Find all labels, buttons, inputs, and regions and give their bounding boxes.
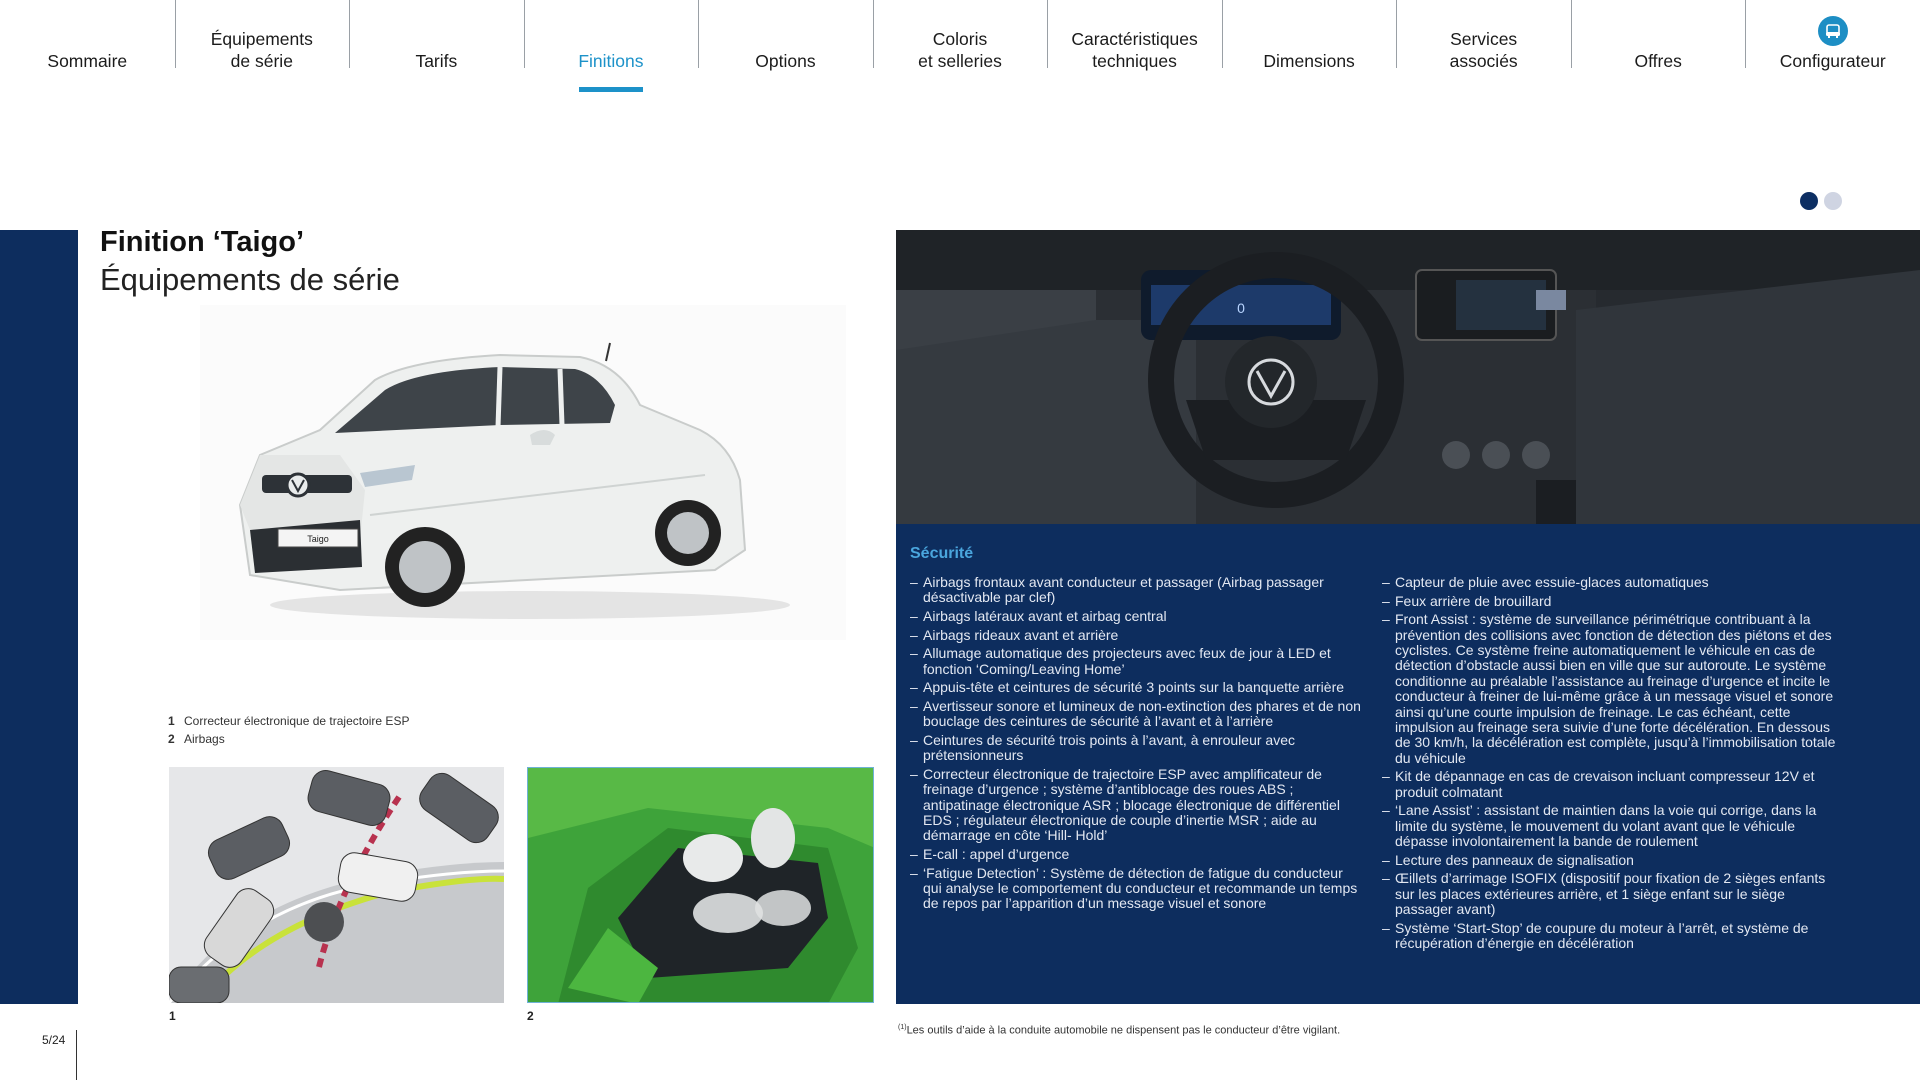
- nav-label: Dimensions: [1263, 51, 1355, 71]
- legend-text: Airbags: [184, 732, 225, 746]
- list-item: – Correcteur électronique de trajectoire ESP avec amplificateur de freinage d’urgence ; système d’antiblocage des roues ABS ; antipatinage électronique ASR ; blocage électronique de différentiel EDS ; régulateur électronique de couple d’inertie MSR ; aide au démarrage en côte ‘Hill- Hold’: [910, 767, 1362, 844]
- esp-illustration-image: [169, 767, 504, 1003]
- safety-equipment-panel: [896, 524, 1920, 1004]
- active-tab-indicator: [579, 87, 643, 92]
- legend-number: 2: [168, 732, 175, 746]
- list-item: – Airbags latéraux avant et airbag central: [910, 609, 1362, 624]
- nav-caracteristiques-techniques[interactable]: [1047, 0, 1222, 92]
- list-item: – Front Assist : système de surveillance périmétrique contribuant à la prévention des collisions avec fonction de détection des piétons et des cyclistes. Ce système freine automatiquement le véhicule en cas de détection d’obstacle aussi bien en ville que sur autoroute. Le système conditionne au préalable l’assistance au freinage d’urgence et incite le conducteur à freiner de lui-même grâce à un message visuel et sonore ainsi qu’une courte impulsion de freinage. Le cas échéant, cette impulsion au freinage sera suivie d’une forte décélération. En dessous de 30 km/h, la décélération est complète, jusqu’à l’immobilisation totale du véhicule: [1382, 612, 1842, 766]
- image-legend: [168, 714, 409, 750]
- page-title: Finition ‘Taigo’: [100, 226, 305, 258]
- nav-label: Configurateur: [1779, 51, 1886, 71]
- footnote-marker: (1): [898, 1024, 907, 1031]
- list-item: – Kit de dépannage en cas de crevaison incluant compresseur 12V et produit colmatant: [1382, 769, 1842, 800]
- nav-label: Options: [755, 51, 816, 71]
- list-item: – Airbags frontaux avant conducteur et passager (Airbag passager désactivable par clef): [910, 575, 1362, 606]
- footnote: [898, 1024, 1340, 1037]
- safety-list-right: [1382, 575, 1842, 955]
- list-item: – Avertisseur sonore et lumineux de non-extinction des phares et de non bouclage des ceintures de sécurité à l’avant et à l’arrière: [910, 699, 1362, 730]
- pager-dot[interactable]: [1824, 192, 1842, 210]
- nav-finitions[interactable]: [524, 0, 699, 92]
- nav-equipements-de-serie[interactable]: [175, 0, 350, 92]
- nav-sommaire[interactable]: [0, 0, 175, 92]
- legend-item: [168, 732, 409, 750]
- page-number-divider: [76, 1030, 77, 1080]
- footnote-text: Les outils d’aide à la conduite automobile ne dispensent pas le conducteur d’être vigilant.: [906, 1024, 1341, 1037]
- legend-text: Correcteur électronique de trajectoire ESP: [184, 714, 410, 728]
- nav-label: Services associés: [1449, 29, 1518, 71]
- image-number-label: 2: [527, 1009, 534, 1023]
- list-item: – Feux arrière de brouillard: [1382, 594, 1842, 609]
- list-item: – Airbags rideaux avant et arrière: [910, 628, 1362, 643]
- nav-coloris-et-selleries[interactable]: [873, 0, 1048, 92]
- list-item: – Ceintures de sécurité trois points à l’avant, à enrouleur avec prétensionneurs: [910, 733, 1362, 764]
- nav-label: Sommaire: [47, 51, 128, 71]
- svg-text:Taigo: Taigo: [307, 534, 329, 544]
- car-exterior-image: [200, 305, 846, 640]
- image-number-label: 1: [169, 1009, 176, 1023]
- list-item: – Lecture des panneaux de signalisation: [1382, 853, 1842, 868]
- list-item: – Œillets d’arrimage ISOFIX (dispositif pour fixation de 2 sièges enfants sur les places extérieures arrière, et 1 siège enfant sur le siège passager avant): [1382, 871, 1842, 917]
- pager-dot-active[interactable]: [1800, 192, 1818, 210]
- nav-label: Offres: [1634, 51, 1682, 71]
- car-configurator-icon: [1818, 16, 1848, 46]
- nav-configurateur[interactable]: [1745, 0, 1920, 92]
- svg-text:0: 0: [1237, 300, 1245, 316]
- nav-offres[interactable]: [1571, 0, 1746, 92]
- safety-list-left: [910, 575, 1362, 915]
- nav-label: Caractéristiques techniques: [1071, 29, 1198, 71]
- interior-dashboard-image: [896, 230, 1920, 524]
- nav-tarifs[interactable]: [349, 0, 524, 92]
- nav-options[interactable]: [698, 0, 873, 92]
- page-subtitle: Équipements de série: [100, 262, 400, 297]
- nav-label: Finitions: [578, 51, 644, 71]
- nav-label: Coloris et selleries: [918, 29, 1002, 71]
- page-number: 5/24: [42, 1033, 66, 1047]
- list-item: – Capteur de pluie avec essuie-glaces automatiques: [1382, 575, 1842, 590]
- side-accent-bar: [0, 230, 78, 1004]
- slide-pager: [1800, 192, 1842, 210]
- section-heading: Sécurité: [910, 545, 974, 562]
- list-item: – Système ‘Start-Stop’ de coupure du moteur à l’arrêt, et système de récupération d’énergie en décélération: [1382, 921, 1842, 952]
- legend-number: 1: [168, 714, 175, 728]
- airbags-illustration-image: [527, 767, 874, 1003]
- list-item: – ‘Fatigue Detection’ : Système de détection de fatigue du conducteur qui analyse le comportement du conducteur et recommande un temps de repos par l’apparition d’un message visuel et sonore: [910, 866, 1362, 912]
- list-item: – Appuis-tête et ceintures de sécurité 3 points sur la banquette arrière: [910, 680, 1362, 695]
- nav-label: Tarifs: [415, 51, 458, 71]
- nav-label: Équipements de série: [210, 29, 313, 71]
- list-item: – E-call : appel d’urgence: [910, 847, 1362, 862]
- list-item: – Allumage automatique des projecteurs avec feux de jour à LED et fonction ‘Coming/Leaving Home’: [910, 646, 1362, 677]
- nav-dimensions[interactable]: [1222, 0, 1397, 92]
- legend-item: [168, 714, 409, 732]
- top-navigation: [0, 0, 1920, 92]
- list-item: – ‘Lane Assist’ : assistant de maintien dans la voie qui corrige, dans la limite du système, le mouvement du volant avant que le véhicule dépasse involontairement la bande de roulement: [1382, 803, 1842, 849]
- nav-services-associes[interactable]: [1396, 0, 1571, 92]
